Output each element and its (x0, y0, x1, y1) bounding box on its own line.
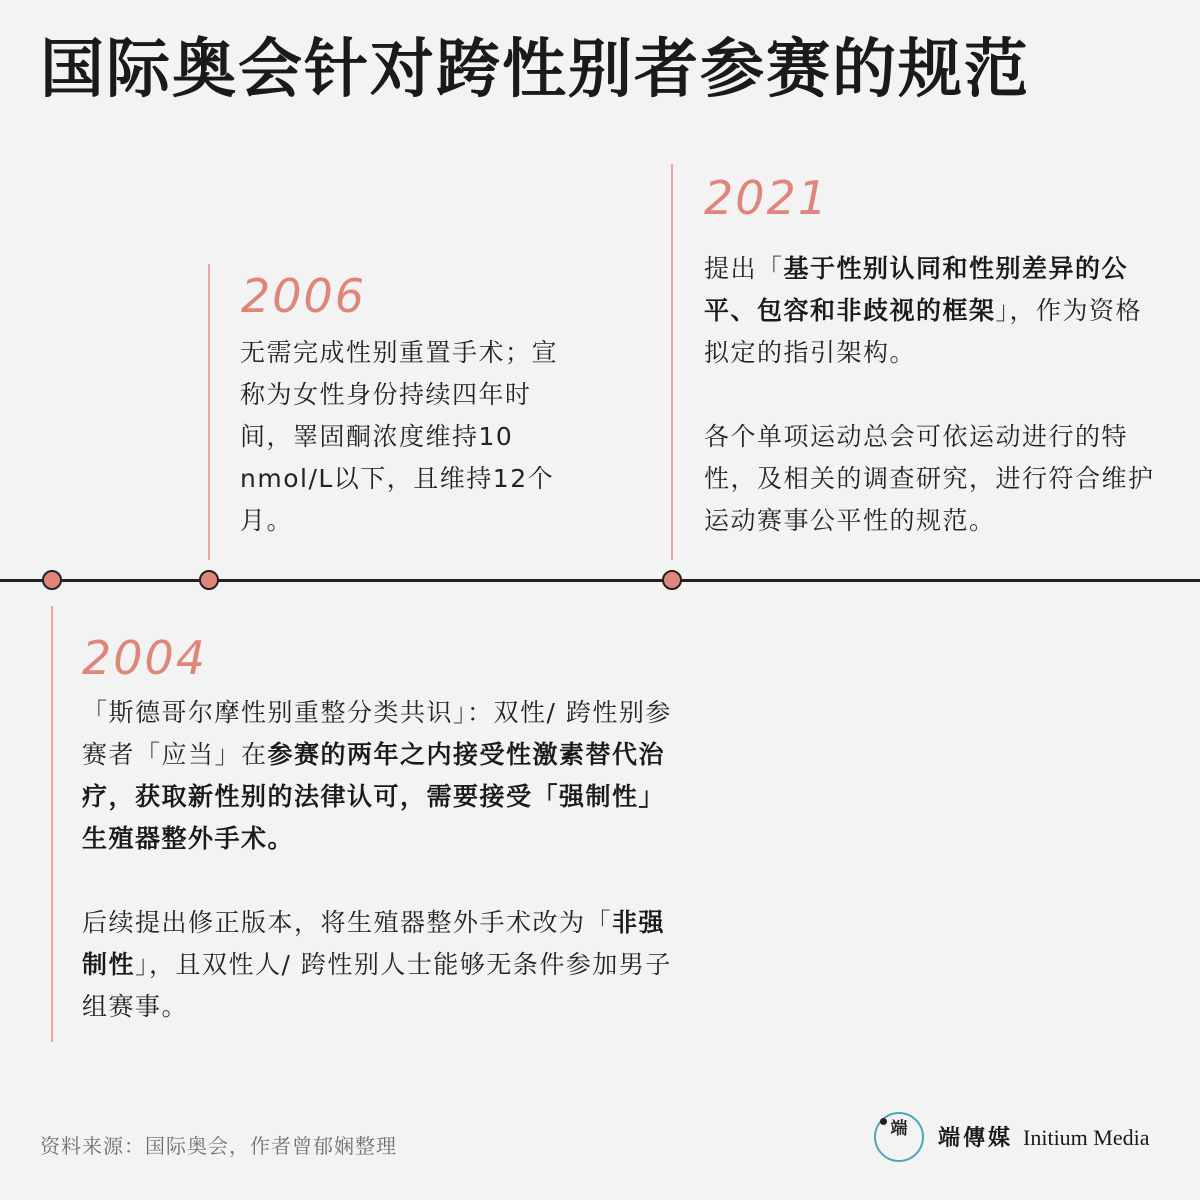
stem-2021 (671, 164, 673, 560)
description-paragraph (82, 692, 690, 860)
emphasized-text: 非强制性 (82, 908, 666, 979)
timeline-dot-2006 (199, 570, 219, 590)
year-label-2006: 2006 (241, 269, 367, 323)
year-label-2021: 2021 (704, 171, 830, 225)
page-title: 国际奥会针对跨性别者参赛的规范 (40, 33, 1030, 107)
body-text: 」，且双性人/ 跨性别人士能够无条件参加男子组赛事。 (82, 950, 672, 1021)
body-text: 各个单项运动总会可依运动进行的特性，及相关的调查研究，进行符合维护运动赛事公平性的规范。 (704, 422, 1155, 535)
timeline-dot-2021 (662, 570, 682, 590)
logo-glyph: 端 (890, 1119, 908, 1139)
stem-2006 (208, 264, 210, 560)
brand-name (938, 1122, 1150, 1155)
emphasized-text: 参赛的两年之内接受性激素替代治疗，获取新性别的法律认可，需要接受「强制性」生殖器整外手术。 (82, 740, 666, 853)
timeline-axis (0, 579, 1200, 582)
description-paragraph (704, 248, 1164, 374)
source-note: 资料来源：国际奥会，作者曾郁娴整理 (40, 1134, 397, 1158)
body-text: 无需完成性别重置手术；宣称为女性身份持续四年时间，睪固酮浓度维持10 nmol/L以下，且维持12个月。 (240, 338, 559, 535)
year-label-2004: 2004 (82, 631, 208, 685)
body-text: 后续提出修正版本，将生殖器整外手术改为「 (82, 908, 613, 937)
body-text: 「斯德哥尔摩性别重整分类共识」：双性/ 跨性别参赛者「应当」在 (82, 698, 672, 769)
body-text: 提出「 (704, 254, 784, 283)
event-description-2006 (240, 332, 560, 542)
initium-logo-icon (874, 1112, 924, 1162)
timeline-dot-2004 (42, 570, 62, 590)
event-description-2021 (704, 248, 1164, 542)
body-text: 」，作为资格拟定的指引架构。 (704, 296, 1143, 367)
brand-name-chinese: 端傳媒 (938, 1125, 1014, 1151)
emphasized-text: 基于性别认同和性别差异的公平、包容和非歧视的框架 (704, 254, 1129, 325)
description-paragraph (82, 902, 690, 1028)
event-description-2004 (82, 692, 690, 1028)
description-paragraph (704, 416, 1164, 542)
description-paragraph (240, 332, 560, 542)
brand-name-english: Initium Media (1023, 1125, 1150, 1150)
stem-2004 (51, 606, 53, 1042)
